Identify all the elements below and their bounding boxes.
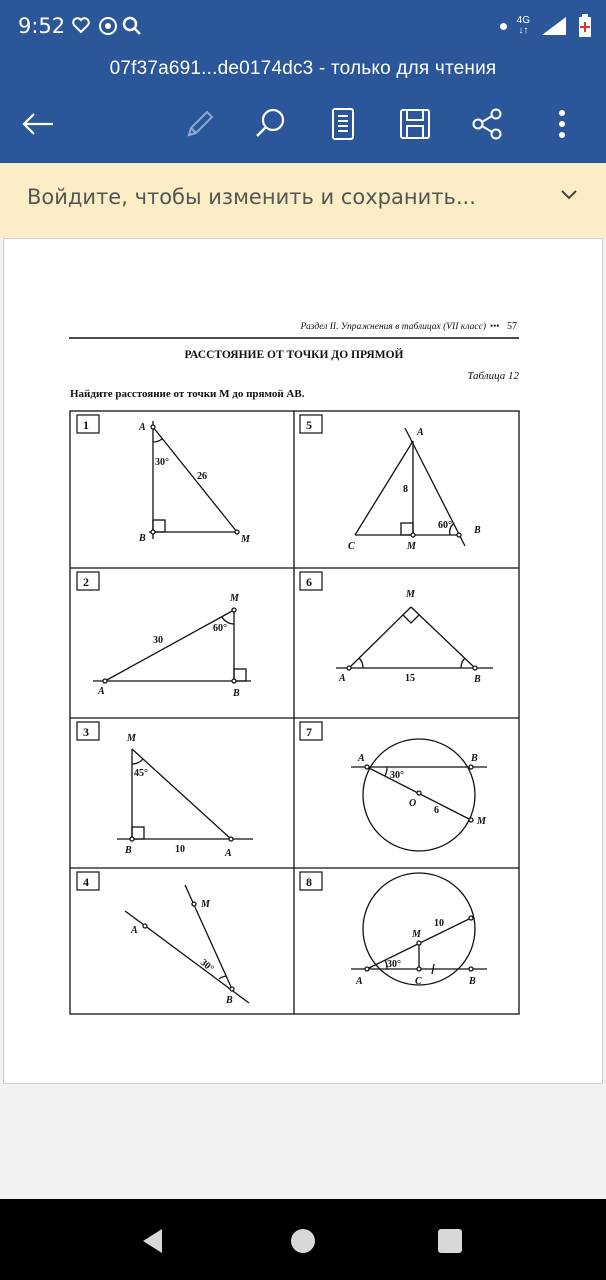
figure-label: B: [474, 674, 481, 685]
page-heading: РАССТОЯНИЕ ОТ ТОЧКИ ДО ПРЯМОЙ: [184, 349, 404, 361]
cell-number: 4: [83, 875, 89, 889]
running-header: Раздел II. Упражнения в таблицах (VII класс): [300, 322, 486, 332]
search-icon: [253, 107, 287, 141]
signal-icon: [540, 15, 568, 37]
figure-label: A: [131, 925, 138, 936]
page-number: 57: [507, 321, 517, 332]
figure-1: [149, 421, 239, 539]
cell-number: 1: [83, 418, 89, 432]
reading-view-icon: [329, 107, 357, 141]
cell-number: 6: [306, 575, 312, 589]
page-marker: •••: [490, 321, 500, 331]
sign-in-banner[interactable]: [0, 163, 606, 238]
cell-number: 8: [306, 875, 312, 889]
figure-label: A: [98, 686, 105, 697]
share-icon: [470, 107, 504, 141]
reading-view-button[interactable]: [321, 98, 365, 150]
status-bar: [0, 0, 606, 52]
figure-7: [351, 739, 487, 851]
document-title: 07f37a691...de0174dc3 - только для чтения: [109, 58, 497, 79]
status-time: 9:52: [18, 14, 66, 38]
figure-label: M: [406, 589, 415, 600]
figure-label: A: [417, 427, 424, 438]
figure-label: C: [415, 976, 422, 987]
pencil-icon: [183, 107, 217, 141]
figure-label: 30°: [390, 770, 404, 781]
app-bar: [0, 0, 606, 163]
figure-6: [336, 607, 493, 670]
back-arrow-icon: [21, 111, 55, 137]
figure-label: 30°: [387, 959, 401, 970]
document-page[interactable]: [3, 238, 603, 1084]
circle-home-icon: [289, 1227, 317, 1255]
figure-label: 45°: [134, 768, 148, 779]
status-notification-icons: [72, 16, 144, 41]
figure-label: 10: [434, 918, 444, 929]
figure-label: B: [471, 753, 478, 764]
figure-label: 30°: [155, 457, 169, 468]
figure-label: M: [201, 899, 210, 910]
figure-label: B: [233, 688, 240, 699]
sign-in-banner-text: Войдите, чтобы изменить и сохранить...: [27, 185, 476, 209]
battery-icon: [578, 14, 592, 38]
back-button[interactable]: [16, 98, 60, 150]
figure-label: A: [339, 673, 346, 684]
search-button[interactable]: [248, 98, 292, 150]
figure-label: M: [241, 534, 250, 545]
figure-label: O: [409, 798, 417, 809]
edit-button[interactable]: [178, 98, 222, 150]
table-label: Таблица 12: [467, 370, 519, 382]
system-navigation-bar: [0, 1199, 606, 1280]
chevron-down-icon[interactable]: [560, 189, 578, 201]
figure-label: B: [469, 976, 476, 987]
figure-3: [117, 749, 253, 841]
figure-label: 30°: [197, 957, 216, 975]
figure-2: [93, 608, 251, 683]
triangle-back-icon: [140, 1227, 166, 1255]
exercise-table: [70, 411, 519, 1014]
task-text: Найдите расстояние от точки M до прямой AB.: [70, 388, 305, 400]
figure-label: 15: [405, 673, 415, 684]
square-recents-icon: [437, 1228, 463, 1254]
figure-label: A: [358, 753, 365, 764]
figure-label: M: [412, 929, 421, 940]
cell-number: 5: [306, 418, 312, 432]
figure-label: A: [356, 976, 363, 987]
figure-label: 60°: [438, 520, 452, 531]
figure-label: A: [139, 422, 146, 433]
cell-number: 2: [83, 575, 89, 589]
more-vertical-icon: [557, 107, 567, 141]
figure-label: B: [139, 533, 146, 544]
figure-label: M: [127, 733, 136, 744]
save-button[interactable]: [393, 98, 437, 150]
figure-label: 6: [434, 805, 439, 816]
figure-label: 26: [197, 471, 207, 482]
figure-label: B: [125, 845, 132, 856]
figure-label: M: [477, 816, 486, 827]
toolbar: [0, 98, 606, 150]
status-right: [500, 10, 592, 42]
figure-label: A: [225, 848, 232, 859]
network-type: 4G ↓↑: [516, 15, 530, 36]
figure-4: [125, 885, 249, 1003]
figure-label: C: [348, 541, 355, 552]
figure-label: 8: [403, 484, 408, 495]
nav-recents-button[interactable]: [430, 1221, 470, 1261]
heart-pulse-icon: [72, 16, 144, 36]
figure-label: B: [226, 995, 233, 1006]
share-button[interactable]: [465, 98, 509, 150]
cell-number: 7: [306, 725, 312, 739]
more-options-button[interactable]: [540, 98, 584, 150]
figure-label: 60°: [213, 623, 227, 634]
figure-label: B: [474, 525, 481, 536]
save-icon: [398, 107, 432, 141]
cell-number: 3: [83, 725, 89, 739]
nav-back-button[interactable]: [133, 1221, 173, 1261]
worksheet-image: [4, 239, 604, 1085]
figure-label: M: [230, 593, 239, 604]
figure-label: 10: [175, 844, 185, 855]
figure-label: M: [407, 541, 416, 552]
figure-label: 30: [153, 635, 163, 646]
nav-home-button[interactable]: [283, 1221, 323, 1261]
notification-dot-icon: [500, 23, 507, 30]
